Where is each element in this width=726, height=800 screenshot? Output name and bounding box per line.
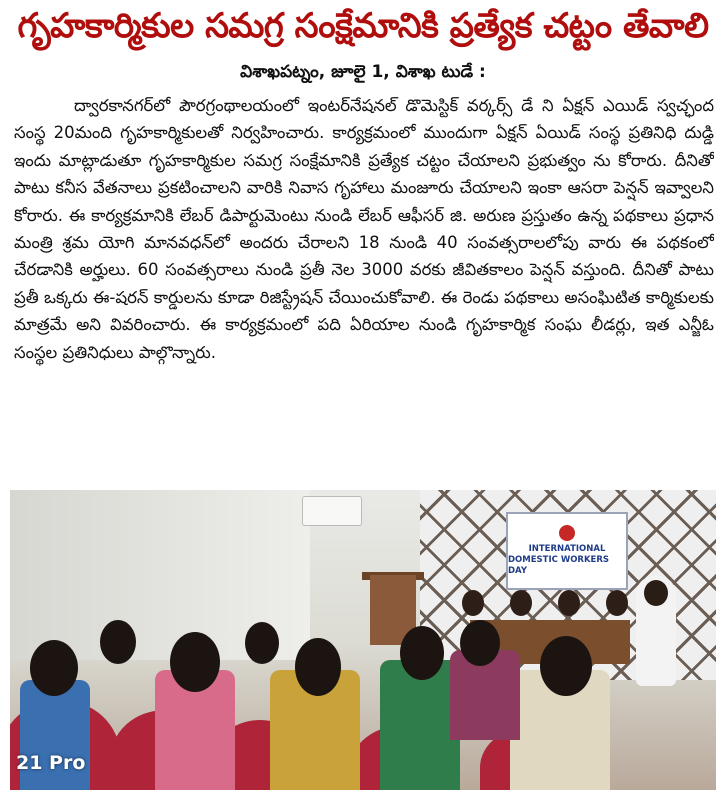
article-body: [14, 92, 714, 474]
photo-watermark: 21 Pro: [16, 752, 86, 774]
article-body-paragraph: ద్వారకానగర్‌లో పౌరగ్రంథాలయంలో ఇంటర్‌నేషనల్ డొమెస్టిక్ వర్కర్స్ డే ని ఏక్షన్ ఎయిడ్ స్వచ్ఛంద సంస్థ 20మంది గృహకార్మికులతో నిర్వహించారు. కార్యక్రమంలో ముందుగా ఏక్షన్ ఏయిడ్ సంస్థ ప్రతినిధి దుడ్డి ఇందు మాట్లాడుతూ గృహకార్మికుల సమగ్ర సంక్షేమానికి ప్రత్యేక చట్టం చేయాలని ప్రభుత్వం ను కోరారు. దీనితో పాటు కనీస వేతనాలు ప్రకటించాలని వారికి నివాస గృహాలు మంజూరు చేయాలని ఇంకా ఆసరా పెన్షన్ ఇవ్వాలని కోరారు. ఈ కార్యక్రమానికి లేబర్ డిపార్టుమెంటు నుండి లేబర్ ఆఫీసర్ జి. అరుణ ప్రస్తుతం ఉన్న పథకాలు ప్రధాన మంత్రి శ్రమ యోగి మానవధన్‌లో అందరు చేరాలని 18 నుండి 40 సంవత్సరాలలోపు వారు ఈ పథకంలో చేరడానికి అర్హులు. 60 సంవత్సరాలు నుండి ప్రతీ నెల 3000 వరకు జీవితకాలం పెన్షన్ వస్తుంది. దీనితో పాటు ప్రతీ ఒక్కరు ఈ-షరన్ కార్డులను కూడా రిజిస్ట్రేషన్ చేయించుకోవాలి. ఈ రెండు పథకాలు అసంఘిటిత కార్మికులకు మాత్రమే అని వివరించారు. ఈ కార్యక్రమంలో పది ఏరియాల నుండి గృహకార్మిక సంఘ లీడర్లు, ఇత ఎన్జీఓ సంస్థల ప్రతినిధులు పాల్గొన్నారు.: [14, 96, 714, 362]
audience-head: [460, 620, 500, 666]
air-conditioner-icon: [302, 496, 362, 526]
audience-head: [295, 638, 341, 696]
audience-head: [100, 620, 136, 664]
audience-head: [30, 640, 78, 696]
banner-title-line1: INTERNATIONAL: [528, 544, 606, 554]
dais-person: [606, 590, 628, 616]
dais-person: [462, 590, 484, 616]
event-banner: [506, 512, 628, 590]
speaker-head: [644, 580, 668, 606]
audience: [10, 640, 716, 790]
article-dateline: విశాఖపట్నం, జూలై 1, విశాఖ టుడే :: [240, 62, 486, 82]
dais-person: [510, 590, 532, 616]
audience-head: [540, 636, 592, 696]
banner-title-line2: DOMESTIC WORKERS DAY: [508, 555, 610, 576]
banner-logo-icon: [559, 525, 575, 541]
audience-head: [245, 622, 279, 664]
article-headline: గృహకార్మికుల సమగ్ర సంక్షేమానికి ప్రత్యేక చట్టం తేవాలి: [17, 6, 709, 46]
dais-person: [558, 590, 580, 616]
audience-head: [170, 632, 220, 692]
event-photo: [10, 490, 716, 790]
audience-head: [400, 626, 444, 680]
